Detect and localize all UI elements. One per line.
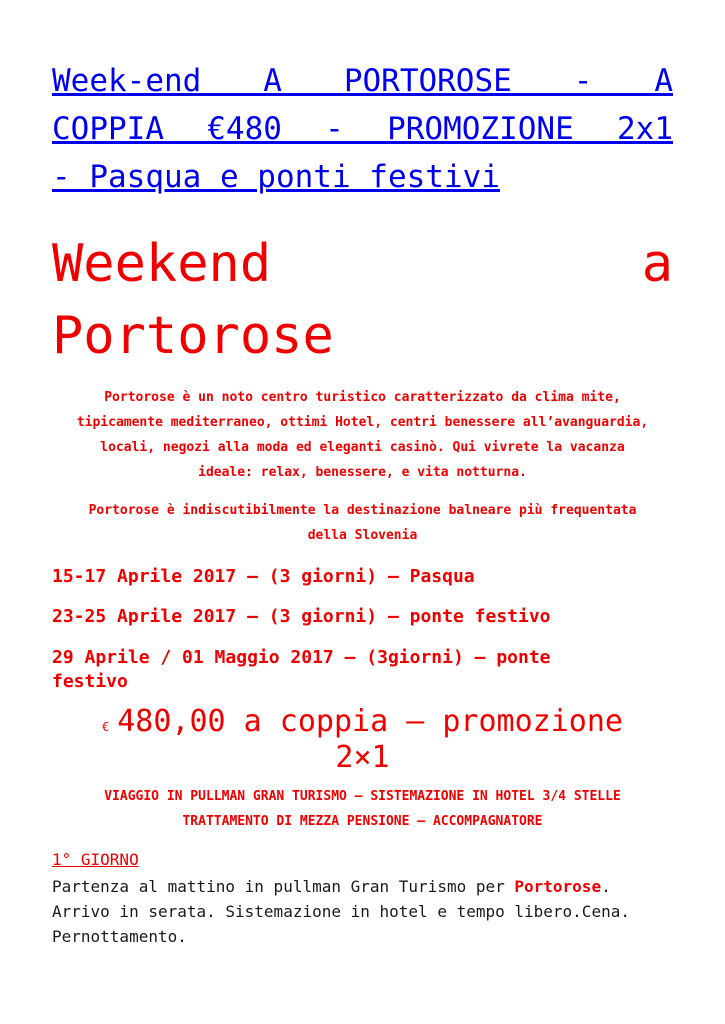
day-1-line-1: [52, 874, 673, 899]
trip-line-1: VIAGGIO IN PULLMAN GRAN TURISMO – SISTEMAZIONE IN HOTEL 3/4 STELLE: [104, 789, 621, 804]
hero-line-2: Portorose: [52, 306, 334, 366]
day-1-line-3: Pernottamento.: [52, 927, 187, 946]
day-1-line-1-prefix: Partenza al mattino in pullman Gran Turismo per: [52, 877, 515, 896]
destination-highlight: Portorose: [514, 877, 602, 896]
intro-paragraph-2: [52, 498, 673, 548]
price-amount: 480,00 a coppia – promozione: [117, 704, 623, 739]
day-1-line-1-suffix: .: [601, 877, 611, 896]
date-bridge-may-line-1: 29 Aprile / 01 Maggio 2017 – (3giorni) – ponte: [52, 647, 551, 668]
title-line-2: COPPIA €480 - PROMOZIONE 2x1: [52, 111, 673, 147]
price-offer: [52, 704, 673, 775]
trip-line-2: TRATTAMENTO DI MEZZA PENSIONE – ACCOMPAGNATORE: [182, 814, 543, 829]
intro-p2-line-2: della Slovenia: [307, 528, 418, 543]
day-1-line-2: Arrivo in serata. Sistemazione in hotel e tempo libero.Cena.: [52, 902, 630, 921]
hero-heading: [52, 228, 673, 372]
intro-paragraph-1: [52, 385, 673, 485]
currency-symbol: €: [102, 720, 110, 734]
intro-p1-line-3: locali, negozi alla moda ed eleganti casinò. Qui vivrete la vacanza: [100, 440, 625, 455]
title-line-1: Week-end A PORTOROSE - A: [52, 63, 673, 99]
hero-word-a: a: [641, 234, 673, 294]
hero-word-weekend: Weekend: [52, 234, 272, 294]
date-bridge-may: [52, 646, 673, 694]
day-1-description: [52, 874, 673, 949]
intro-p2-line-1: Portorose è indiscutibilmente la destinazione balneare più frequentata: [88, 503, 637, 518]
day-1-heading: 1° GIORNO: [52, 850, 139, 869]
date-easter: 15-17 Aprile 2017 – (3 giorni) – Pasqua: [52, 566, 475, 587]
hero-line-1: [52, 228, 673, 300]
trip-details: [52, 784, 673, 834]
intro-p1-line-4: ideale: relax, benessere, e vita notturna.: [198, 465, 527, 480]
title-line-3: - Pasqua e ponti festivi: [52, 159, 500, 195]
price-line-1: [52, 705, 673, 744]
date-bridge-april: 23-25 Aprile 2017 – (3 giorni) – ponte festivo: [52, 606, 551, 627]
article-title-link[interactable]: [52, 57, 673, 201]
intro-p1-line-1: Portorose è un noto centro turistico caratterizzato da clima mite,: [104, 390, 621, 405]
date-bridge-may-line-2: festivo: [52, 671, 128, 692]
price-line-2: 2×1: [335, 740, 390, 775]
intro-p1-line-2: tipicamente mediterraneo, ottimi Hotel, centri benessere all’avanguardia,: [76, 415, 649, 430]
